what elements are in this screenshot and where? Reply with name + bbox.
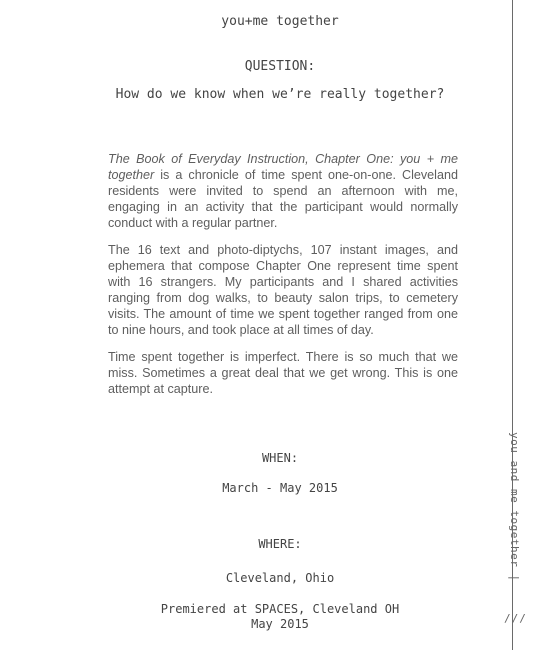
when-value: March - May 2015	[222, 481, 338, 495]
intro-paragraph-body: is a chronicle of time spent one-on-one. Cleveland residents were invited to spend an afternoon with me, engaging in an activity that the participant would normally conduct with a regular partner.	[108, 168, 458, 230]
question-text: How do we know when we’re really together?	[115, 87, 445, 102]
side-tab-marks: ///	[504, 612, 527, 625]
details-paragraph: The 16 text and photo-diptychs, 107 instant images, and ephemera that compose Chapter One represent time spent with 16 strangers. My participants and I shared activities ranging from dog walks, to beauty salon trips, to cemetery visits. The amount of time we spent together ranged from one to nine hours, and took place at all times of day.	[108, 243, 458, 337]
where-value: Cleveland, Ohio	[225, 571, 335, 585]
closing-paragraph: Time spent together is imperfect. There is so much that we miss. Sometimes a great deal that we get wrong. This is one attempt at capture.	[108, 350, 458, 396]
question-label: QUESTION:	[244, 59, 316, 74]
premiere-info	[0, 602, 548, 632]
intro-paragraph	[108, 151, 458, 231]
premiere-date: May 2015	[251, 617, 309, 631]
when-label: WHEN:	[261, 451, 299, 465]
where-label: WHERE:	[258, 537, 302, 551]
side-tab-label: you and me together |	[508, 432, 521, 582]
premiere-venue: Premiered at SPACES, Cleveland OH	[160, 602, 400, 616]
book-title: The Book of Everyday Instruction, Chapter One: you + me together	[108, 152, 458, 182]
page-title: you+me together	[221, 14, 339, 29]
